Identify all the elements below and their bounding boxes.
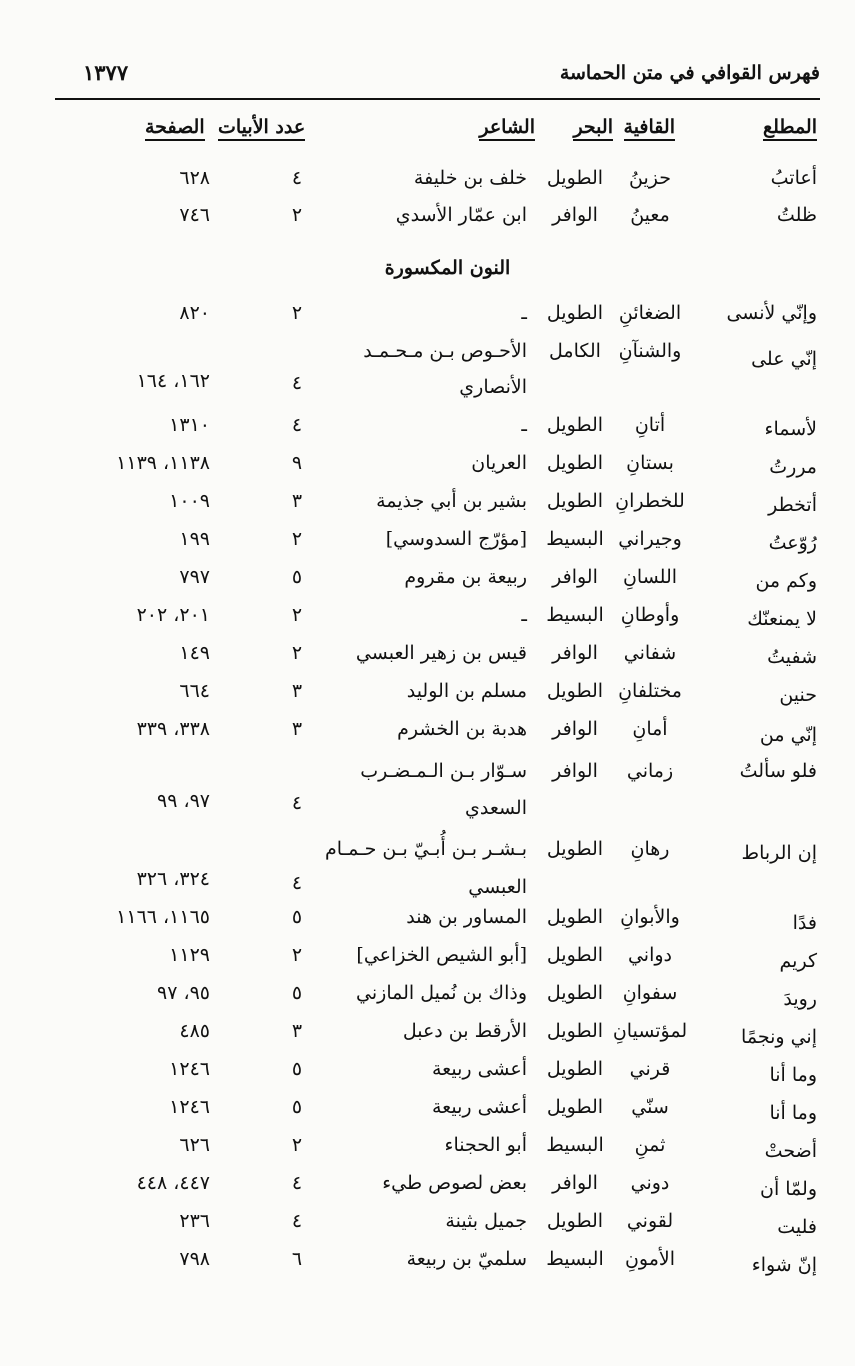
- table-header: [0, 116, 855, 150]
- cell-bahr: الطويل: [546, 680, 604, 702]
- table-row: [0, 718, 855, 752]
- cell-matla: أعاتبُ: [770, 167, 817, 189]
- cell-shaer: أعشى ربيعة: [432, 1058, 527, 1080]
- table-row: [0, 642, 855, 676]
- cell-qafiya: والشنآنِ: [618, 340, 682, 362]
- cell-matla: وإنّي لأنسى: [726, 302, 817, 324]
- running-head-title: فهرس القوافي في متن الحماسة: [559, 62, 820, 84]
- cell-matla: إنّي على: [751, 348, 817, 370]
- cell-count: ٤: [291, 1172, 303, 1194]
- cell-qafiya: لمؤتسيانِ: [612, 1020, 688, 1042]
- cell-shaer: ابن عمّار الأسدي: [395, 204, 527, 226]
- cell-shaer: المساور بن هند: [406, 906, 527, 928]
- cell-bahr: الطويل: [546, 944, 604, 966]
- cell-count: ٥: [291, 982, 303, 1004]
- table-row: [0, 528, 855, 562]
- cell-count: ٥: [291, 1058, 303, 1080]
- cell-qafiya: والأبوانِ: [620, 906, 680, 928]
- cell-matla: فليت: [777, 1216, 817, 1238]
- cell-shaer: ـ: [521, 604, 527, 626]
- cell-qafiya: دوني: [630, 1172, 670, 1194]
- cell-shaer: [أبو الشيص الخزاعي]: [356, 944, 527, 966]
- cell-count: ٢: [291, 944, 303, 966]
- cell-bahr: الوافر: [552, 1172, 598, 1194]
- cell-shaer: جميل بثينة: [445, 1210, 527, 1232]
- running-head: [55, 58, 820, 100]
- cell-shaer: العريان: [471, 452, 527, 474]
- table-row: [0, 452, 855, 486]
- cell-shaer: أعشى ربيعة: [432, 1096, 527, 1118]
- header-bahr: البحر: [573, 116, 613, 141]
- cell-count: ٣: [291, 680, 303, 702]
- cell-shaer: وذاك بن نُميل المازني: [356, 982, 527, 1004]
- cell-bahr: الكامل: [549, 340, 601, 362]
- table-row: [0, 490, 855, 524]
- header-matla: المطلع: [763, 116, 817, 141]
- cell-bahr: الوافر: [552, 204, 598, 226]
- cell-qafiya: سنّي: [631, 1096, 669, 1118]
- cell-shaer-continuation: العبسي: [468, 876, 527, 898]
- cell-matla: وما أنا: [769, 1102, 817, 1124]
- cell-pages: ١٢٤٦: [169, 1058, 210, 1080]
- cell-qafiya: دواني: [627, 944, 673, 966]
- cell-bahr: الطويل: [546, 167, 604, 189]
- cell-pages: ٦٢٨: [179, 167, 210, 189]
- cell-qafiya: الضغائنِ: [618, 302, 682, 324]
- cell-count: ٣: [291, 490, 303, 512]
- section-title: النون المكسورة: [384, 257, 511, 279]
- cell-qafiya: للخطرانِ: [615, 490, 685, 512]
- cell-qafiya: وجيراني: [618, 528, 682, 550]
- cell-matla: رويدَ: [783, 988, 817, 1010]
- cell-qafiya: أتانِ: [634, 414, 666, 436]
- cell-pages: ١٠٠٩: [169, 490, 210, 512]
- cell-qafiya: قرني: [629, 1058, 671, 1080]
- cell-shaer: خلف بن خليفة: [413, 167, 527, 189]
- cell-matla: لا يمنعنّك: [747, 608, 817, 630]
- cell-bahr: الوافر: [552, 760, 598, 782]
- cell-pages: ٣٢٤، ٣٢٦: [136, 868, 210, 890]
- cell-bahr: الطويل: [546, 414, 604, 436]
- cell-matla: إنّي من: [759, 724, 817, 746]
- table-row: [0, 680, 855, 714]
- table-row: [0, 302, 855, 336]
- cell-matla: إني ونجمًا: [741, 1026, 817, 1048]
- cell-matla: ولمّا أن: [759, 1178, 817, 1200]
- cell-shaer: سـوّار بـن الـمـضـرب: [360, 760, 527, 782]
- cell-pages: ٤٨٥: [179, 1020, 210, 1042]
- cell-shaer: الأحـوص بـن مـحـمـد: [363, 340, 527, 362]
- cell-pages: ٣٣٨، ٣٣٩: [136, 718, 210, 740]
- cell-count: ٤: [291, 872, 303, 894]
- cell-matla: فدًا: [792, 912, 817, 934]
- cell-qafiya: مختلفانِ: [618, 680, 682, 702]
- cell-shaer: ـ: [521, 302, 527, 324]
- cell-count: ٢: [291, 204, 303, 226]
- cell-pages: ٢٣٦: [179, 1210, 210, 1232]
- cell-bahr: الطويل: [546, 452, 604, 474]
- cell-shaer: قيس بن زهير العبسي: [355, 642, 527, 664]
- cell-count: ٦: [291, 1248, 303, 1270]
- cell-matla: إنّ شواء: [751, 1254, 817, 1276]
- cell-bahr: الطويل: [546, 982, 604, 1004]
- cell-pages: ٩٧، ٩٩: [156, 790, 210, 812]
- cell-count: ٣: [291, 718, 303, 740]
- cell-count: ٤: [291, 167, 303, 189]
- cell-qafiya: شفاني: [623, 642, 677, 664]
- cell-pages: ٨٢٠: [179, 302, 210, 324]
- cell-bahr: الطويل: [546, 490, 604, 512]
- cell-shaer-continuation: السعدي: [464, 797, 527, 819]
- table-row: [0, 982, 855, 1016]
- table-row: [0, 906, 855, 940]
- table-row: [0, 204, 855, 238]
- cell-bahr: البسيط: [546, 1134, 604, 1156]
- header-shaer: الشاعر: [479, 116, 535, 141]
- cell-shaer: مسلم بن الوليد: [406, 680, 527, 702]
- cell-count: ٤: [291, 1210, 303, 1232]
- table-row: [0, 1058, 855, 1092]
- cell-shaer: بـشـر بـن أُبـيّ بـن حـمـام: [324, 838, 527, 860]
- cell-pages: ١٣١٠: [169, 414, 210, 436]
- cell-count: ٣: [291, 1020, 303, 1042]
- cell-matla: أضحتْ: [764, 1140, 817, 1162]
- table-row: [0, 1210, 855, 1244]
- cell-shaer: أبو الحجناء: [444, 1134, 527, 1156]
- cell-bahr: الطويل: [546, 906, 604, 928]
- cell-qafiya: بستانِ: [626, 452, 674, 474]
- header-safha: الصفحة: [145, 116, 205, 141]
- cell-bahr: البسيط: [546, 528, 604, 550]
- cell-matla: ظلتُ: [776, 204, 817, 226]
- table-row: [0, 1172, 855, 1206]
- cell-pages: ٧٩٧: [179, 566, 210, 588]
- cell-qafiya: سفوانِ: [622, 982, 678, 1004]
- cell-qafiya: لقوني: [626, 1210, 674, 1232]
- cell-shaer: بشير بن أبي جذيمة: [376, 490, 527, 512]
- cell-count: ٥: [291, 566, 303, 588]
- cell-bahr: الطويل: [546, 1058, 604, 1080]
- header-qafiya: القافية: [624, 116, 675, 141]
- cell-shaer-continuation: الأنصاري: [459, 376, 527, 398]
- cell-bahr: الطويل: [546, 838, 604, 860]
- cell-count: ٢: [291, 1134, 303, 1156]
- cell-matla: أتخطر: [768, 494, 817, 516]
- cell-pages: ١١٦٥، ١١٦٦: [116, 906, 210, 928]
- cell-pages: ٧٩٨: [179, 1248, 210, 1270]
- cell-bahr: الوافر: [552, 566, 598, 588]
- cell-pages: ٧٤٦: [179, 204, 210, 226]
- cell-count: ٤: [291, 414, 303, 436]
- cell-matla: لأسماء: [764, 418, 817, 440]
- cell-pages: ٩٥، ٩٧: [156, 982, 210, 1004]
- cell-shaer: هدبة بن الخشرم: [397, 718, 527, 740]
- cell-qafiya: معينُ: [630, 204, 670, 226]
- table-row: [0, 1248, 855, 1282]
- cell-matla: وما أنا: [769, 1064, 817, 1086]
- cell-shaer: ربيعة بن مقروم: [404, 566, 527, 588]
- cell-pages: ٢٠١، ٢٠٢: [136, 604, 210, 626]
- cell-matla: إن الرباط: [741, 842, 817, 864]
- cell-count: ٢: [291, 642, 303, 664]
- page-number: ١٣٧٧: [83, 60, 129, 85]
- cell-shaer: [مؤرّج السدوسي]: [385, 528, 527, 550]
- cell-pages: ١٤٩: [179, 642, 210, 664]
- cell-matla: وكم من: [755, 570, 817, 592]
- cell-matla: كريم: [779, 950, 817, 972]
- cell-qafiya: ثمنِ: [634, 1134, 666, 1156]
- table-row: [0, 167, 855, 201]
- cell-count: ٥: [291, 1096, 303, 1118]
- cell-count: ٢: [291, 528, 303, 550]
- table-row: [0, 414, 855, 448]
- table-row: [0, 1020, 855, 1054]
- cell-qafiya: وأوطانِ: [620, 604, 680, 626]
- cell-matla: حنين: [779, 684, 817, 706]
- cell-bahr: البسيط: [546, 604, 604, 626]
- cell-shaer: الأرقط بن دعبل: [402, 1020, 527, 1042]
- cell-bahr: الوافر: [552, 642, 598, 664]
- table-row: [0, 1134, 855, 1168]
- cell-bahr: الوافر: [552, 718, 598, 740]
- cell-matla: شفيتُ: [767, 646, 817, 668]
- cell-bahr: الطويل: [546, 1020, 604, 1042]
- cell-pages: ٤٤٧، ٤٤٨: [136, 1172, 210, 1194]
- cell-count: ٩: [291, 452, 303, 474]
- cell-pages: ١٩٩: [179, 528, 210, 550]
- cell-count: ٤: [291, 372, 303, 394]
- cell-bahr: الطويل: [546, 302, 604, 324]
- cell-pages: ٦٦٤: [179, 680, 210, 702]
- table-row: [0, 604, 855, 638]
- header-abyat: عدد الأبيات: [218, 116, 305, 141]
- table-row: [0, 944, 855, 978]
- cell-bahr: الطويل: [546, 1210, 604, 1232]
- cell-pages: ١٦٢، ١٦٤: [136, 370, 210, 392]
- cell-matla: فلو سألتُ: [739, 760, 817, 782]
- cell-count: ٥: [291, 906, 303, 928]
- cell-pages: ١١٢٩: [169, 944, 210, 966]
- cell-qafiya: أمانِ: [632, 718, 668, 740]
- cell-pages: ٦٢٦: [179, 1134, 210, 1156]
- table-row: [0, 566, 855, 600]
- cell-qafiya: رهانِ: [630, 838, 670, 860]
- cell-count: ٢: [291, 604, 303, 626]
- cell-qafiya: زماني: [626, 760, 674, 782]
- cell-matla: رُوّعتُ: [768, 532, 817, 554]
- cell-qafiya: الأمونِ: [624, 1248, 676, 1270]
- cell-qafiya: حزينُ: [629, 167, 671, 189]
- cell-count: ٢: [291, 302, 303, 324]
- cell-bahr: الطويل: [546, 1096, 604, 1118]
- cell-shaer: بعض لصوص طيء: [382, 1172, 527, 1194]
- cell-matla: مررتُ: [769, 456, 817, 478]
- cell-pages: ١١٣٨، ١١٣٩: [116, 452, 210, 474]
- cell-shaer: ـ: [521, 414, 527, 436]
- cell-count: ٤: [291, 792, 303, 814]
- table-row: [0, 1096, 855, 1130]
- cell-qafiya: اللسانِ: [622, 566, 678, 588]
- cell-shaer: سلميّ بن ربيعة: [406, 1248, 527, 1270]
- cell-bahr: البسيط: [546, 1248, 604, 1270]
- cell-pages: ١٢٤٦: [169, 1096, 210, 1118]
